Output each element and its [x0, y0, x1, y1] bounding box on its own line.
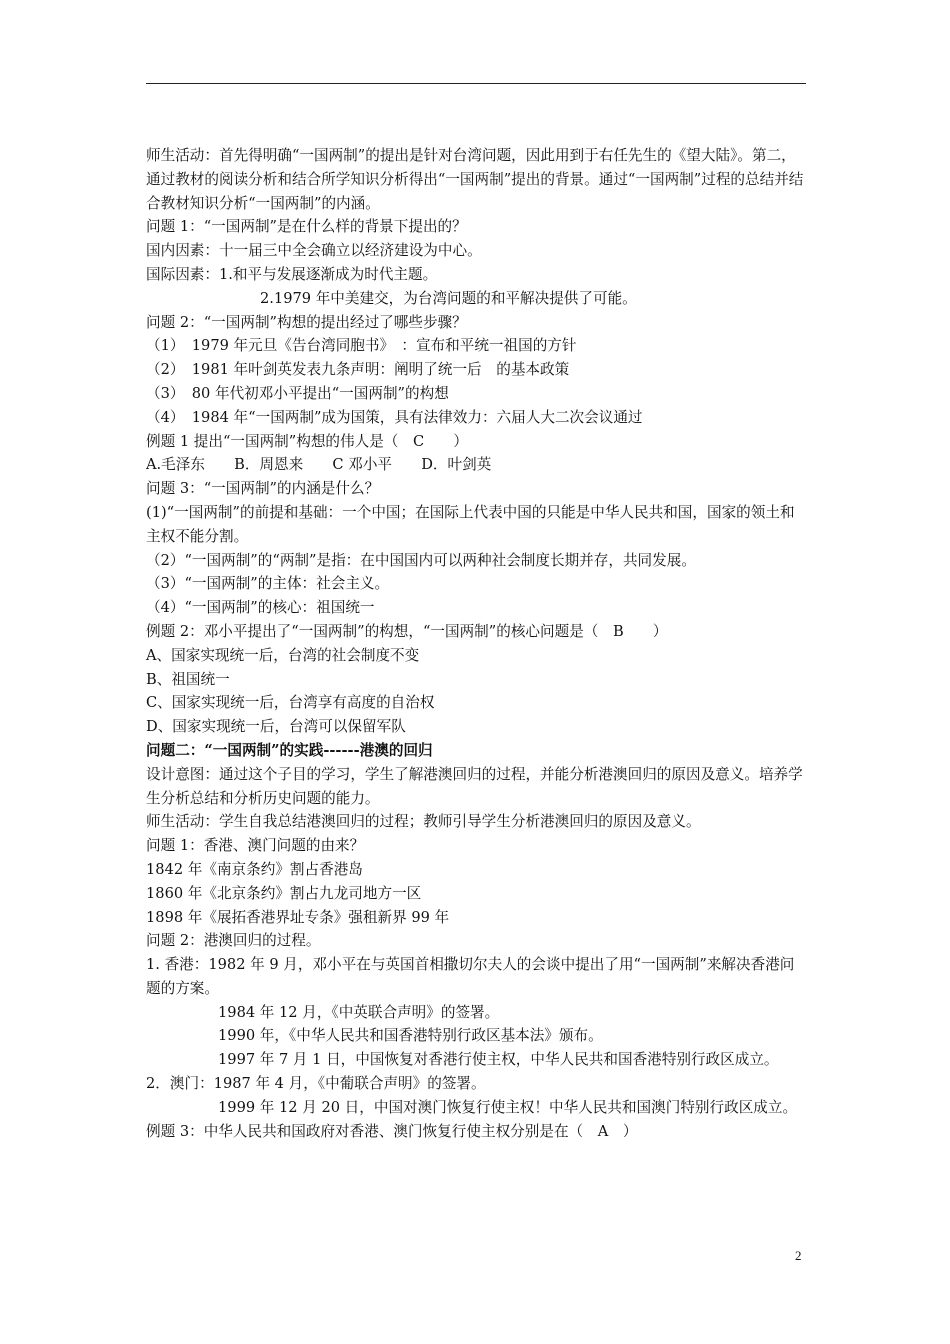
paragraph: A.毛泽东 B．周恩来 C 邓小平 D．叶剑英	[146, 456, 492, 474]
paragraph: 问题 2：“一国两制”构想的提出经过了哪些步骤？	[146, 313, 467, 331]
section-heading: 问题二：“一国两制”的实践------港澳的回归	[146, 741, 433, 759]
paragraph: 例题 3：中华人民共和国政府对香港、澳门恢复行使主权分别是在（ A ）	[146, 1122, 638, 1140]
paragraph: 师生活动：首先得明确“一国两制”的提出是针对台湾问题，因此用到于右任先生的《望大陆》。第二，通过教材的阅读分析和结合所学知识分析得出“一国两制”提出的背景。通过“一国两制”过程的总结并结合教材知识分析“一国两制”的内涵。	[146, 147, 804, 212]
paragraph: 问题 3：“一国两制”的内涵是什么？	[146, 480, 380, 498]
list-item: （3）“一国两制”的主体：社会主义。	[146, 575, 390, 593]
paragraph: 问题 1：香港、澳门问题的由来？	[146, 837, 365, 855]
list-item: （3） 80 年代初邓小平提出“一国两制”的构想	[146, 384, 449, 402]
paragraph: 例题 1 提出“一国两制”构想的伟人是（ C ）	[146, 432, 468, 450]
header-rule	[146, 83, 806, 84]
paragraph: 国际因素：1.和平与发展逐渐成为时代主题。	[146, 265, 438, 283]
paragraph: 1984 年 12 月，《中英联合声明》的签署。	[218, 1003, 500, 1021]
list-item: （4）“一国两制”的核心：祖国统一	[146, 599, 375, 617]
paragraph: (1)“一国两制”的前提和基础：一个中国；在国际上代表中国的只能是中华人民共和国，国家的领土和主权不能分割。	[146, 503, 795, 545]
paragraph: 师生活动：学生自我总结港澳回归的过程；教师引导学生分析港澳回归的原因及意义。	[146, 813, 701, 831]
paragraph: 国内因素：十一届三中全会确立以经济建设为中心。	[146, 242, 482, 260]
list-item: （1） 1979 年元旦《告台湾同胞书》 ：宣布和平统一祖国的方针	[146, 337, 577, 355]
paragraph: 1999 年 12 月 20 日，中国对澳门恢复行使主权！中华人民共和国澳门特别行政区成立。	[218, 1098, 798, 1116]
paragraph: 1898 年《展拓香港界址专条》强租新界 99 年	[146, 908, 450, 926]
list-item: B、祖国统一	[146, 670, 230, 688]
list-item: C、国家实现统一后，台湾享有高度的自治权	[146, 694, 435, 712]
paragraph: 2.1979 年中美建交，为台湾问题的和平解决提供了可能。	[260, 289, 637, 307]
paragraph: 设计意图：通过这个子目的学习，学生了解港澳回归的过程，并能分析港澳回归的原因及意义。培养学生分析总结和分析历史问题的能力。	[146, 765, 803, 807]
list-item: （4） 1984 年“一国两制”成为国策，具有法律效力：六届人大二次会议通过	[146, 408, 643, 426]
paragraph: 例题 2：邓小平提出了“一国两制”的构想，“一国两制”的核心问题是（ B ）	[146, 622, 668, 640]
paragraph: 问题 1：“一国两制”是在什么样的背景下提出的？	[146, 218, 467, 236]
list-item: （2）“一国两制”的“两制”是指：在中国国内可以两种社会制度长期并存，共同发展。	[146, 551, 696, 569]
paragraph: 问题 2：港澳回归的过程。	[146, 932, 321, 950]
list-item: （2） 1981 年叶剑英发表九条声明：阐明了统一后 的基本政策	[146, 361, 570, 379]
list-item: A、国家实现统一后，台湾的社会制度不变	[146, 646, 420, 664]
paragraph: 1997 年 7 月 1 日，中国恢复对香港行使主权，中华人民共和国香港特别行政区成立。	[218, 1051, 779, 1069]
paragraph: 1842 年《南京条约》割占香港岛	[146, 860, 363, 878]
paragraph: 2．澳门：1987 年 4 月，《中葡联合声明》的签署。	[146, 1075, 486, 1093]
list-item: D、国家实现统一后，台湾可以保留军队	[146, 718, 406, 736]
page-number: 2	[795, 1248, 802, 1263]
paragraph: 1990 年，《中华人民共和国香港特别行政区基本法》颁布。	[218, 1027, 603, 1045]
paragraph: 1860 年《北京条约》割占九龙司地方一区	[146, 884, 422, 902]
paragraph: 1. 香港：1982 年 9 月，邓小平在与英国首相撒切尔夫人的会谈中提出了用“一国两制”来解决香港问题的方案。	[146, 956, 795, 997]
document-body	[146, 144, 808, 1143]
